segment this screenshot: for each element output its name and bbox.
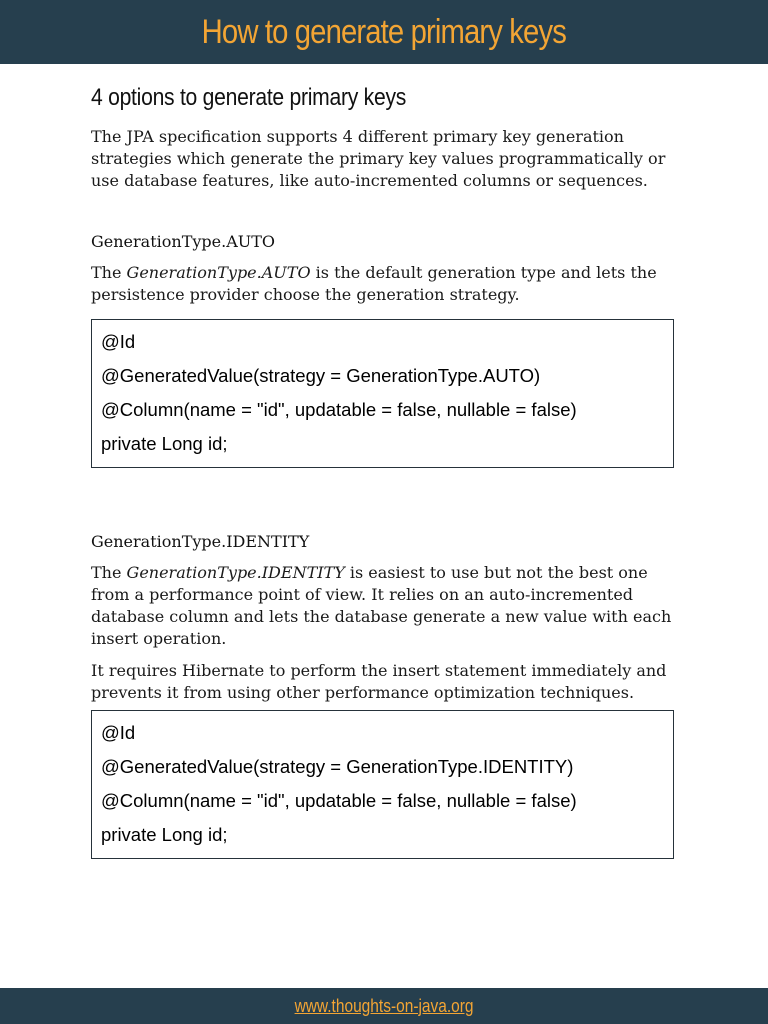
identity-code-block xyxy=(91,710,674,859)
identity-description-emphasis: GenerationType.IDENTITY xyxy=(126,563,345,582)
header-bar xyxy=(0,0,768,64)
code-line: @Column(name = "id", updatable = false, nullable = false) xyxy=(101,790,577,811)
code-line: @GeneratedValue(strategy = GenerationType.IDENTITY) xyxy=(101,756,574,777)
intro-paragraph: The JPA specification supports 4 different primary key generation strategies which generate the primary key values programmatically or use database features, like auto-incremented columns or sequences. xyxy=(91,127,666,190)
code-line: @Id xyxy=(101,722,136,743)
auto-description-emphasis: GenerationType.AUTO xyxy=(126,263,311,282)
auto-description: The GenerationType.AUTO is the default generation type and lets the persistence provider choose the generation strategy. xyxy=(91,263,657,304)
code-line: private Long id; xyxy=(101,824,228,845)
section-title: 4 options to generate primary keys xyxy=(91,84,407,111)
identity-description: The GenerationType.IDENTITY is easiest to use but not the best one from a performance point of view. It relies on an auto-incremented database column and lets the database generate a new value with each insert operation. xyxy=(91,563,672,648)
auto-code-block xyxy=(91,319,674,468)
footer-bar xyxy=(0,988,768,1024)
code-line: @Id xyxy=(101,331,136,352)
code-line: @GeneratedValue(strategy = GenerationType.AUTO) xyxy=(101,365,541,386)
auto-heading: GenerationType.AUTO xyxy=(91,232,276,251)
page-title: How to generate primary keys xyxy=(201,12,567,51)
code-line: private Long id; xyxy=(101,433,228,454)
code-line: @Column(name = "id", updatable = false, nullable = false) xyxy=(101,399,577,420)
website-link[interactable]: www.thoughts-on-java.org xyxy=(294,995,474,1016)
main-content xyxy=(91,84,681,859)
identity-heading: GenerationType.IDENTITY xyxy=(91,532,310,551)
identity-description-2: It requires Hibernate to perform the insert statement immediately and prevents it from using other performance optimization techniques. xyxy=(91,661,667,702)
